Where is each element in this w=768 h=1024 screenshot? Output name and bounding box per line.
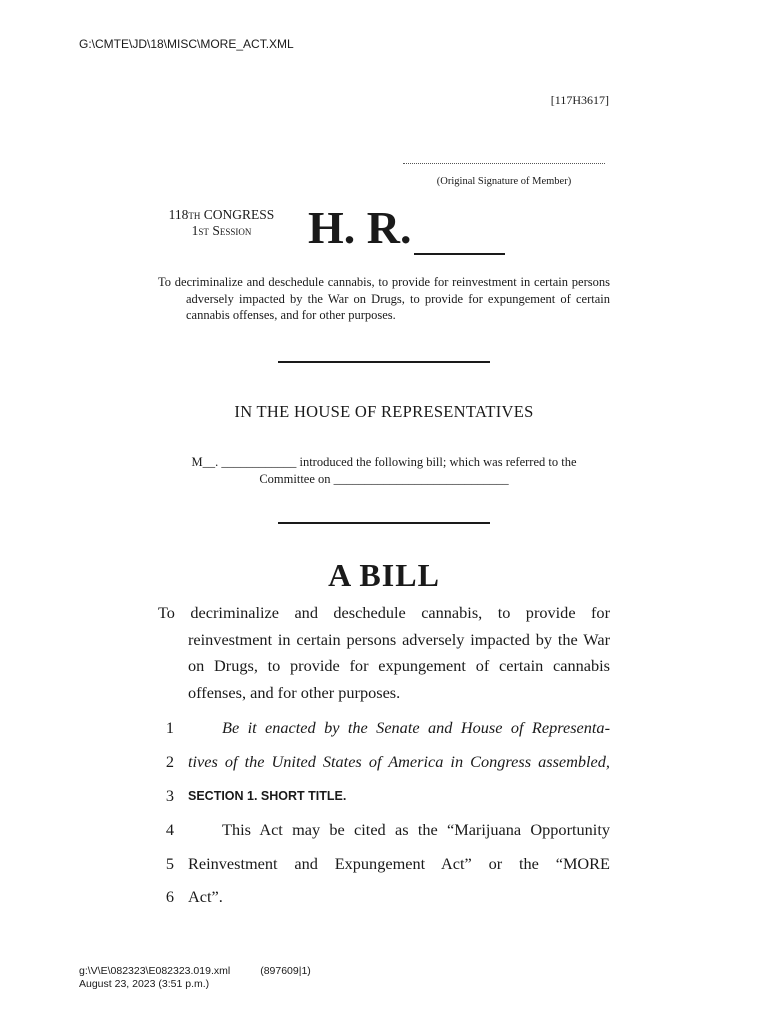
footer-version: (897609|1) [260,965,311,977]
line-number: 4 [165,820,175,839]
purpose-short-text: To decriminalize and deschedule cannabis, to provide for reinvestment in certain persons adversely impacted by the War on Drugs, to provide for expungement of certain cannabis offenses, and for other purposes. [158,275,610,322]
introduction-line-2: Committee on ____________________________ [259,472,509,486]
short-title-line-2: Reinvestment and Expungement Act” or the “MORE [188,854,610,873]
enacting-clause-line-2: tives of the United States of America in Congress assembled, [188,752,610,771]
file-path: G:\CMTE\JD\18\MISC\MORE_ACT.XML [79,37,294,51]
enacting-clause-line-1: Be it enacted by the Senate and House of Representa- [222,718,610,737]
section-heading: SECTION 1. SHORT TITLE. [188,789,347,803]
footer-file: g:\V\E\082323\E082323.019.xml [79,965,231,977]
bill-line [158,786,610,812]
congress-session-block [158,207,285,239]
line-number: 1 [165,718,175,737]
bill-line [158,820,610,846]
bill-line [158,854,610,880]
divider-rule [278,522,490,524]
introduction-line-1: M__. ____________ introduced the following bill; which was referred to the [191,455,577,469]
bill-designation: H. R. [308,202,412,253]
line-number: 3 [165,786,175,805]
purpose-long: To decriminalize and deschedule cannabis, to provide for reinvestment in certain persons adversely impacted by the War on Drugs, to provide for expungement of certain cannabis offenses, and for other purposes. [158,603,610,702]
session-number: 1 [191,223,199,238]
congress-word: CONGRESS [203,207,275,222]
bill-line [158,887,610,913]
line-number: 6 [165,887,175,906]
congress-line [158,207,285,223]
introduction-block [158,454,610,488]
bill-number-blank [414,253,505,255]
footer [79,965,311,991]
short-title-line-3: Act”. [188,887,223,906]
bill-heading: A BILL [328,557,440,593]
footer-line-1 [79,965,311,978]
signature-line [403,163,605,164]
line-number: 5 [165,854,175,873]
bill-line [158,752,610,778]
bill-line [158,718,610,744]
session-suffix: st [198,223,209,238]
line-number: 2 [165,752,175,771]
purpose-short [158,274,610,324]
session-word: Session [212,223,252,238]
signature-label: (Original Signature of Member) [436,176,572,187]
divider-rule [278,361,490,363]
congress-number: 118 [168,207,189,222]
short-title-line-1: This Act may be cited as the “Marijuana Opportunity [222,820,610,839]
footer-date: August 23, 2023 (3:51 p.m.) [79,978,210,990]
session-line [158,223,285,239]
chamber-heading: IN THE HOUSE OF REPRESENTATIVES [234,402,534,421]
congress-suffix: th [188,207,201,222]
draft-id: [117H3617] [550,93,609,107]
